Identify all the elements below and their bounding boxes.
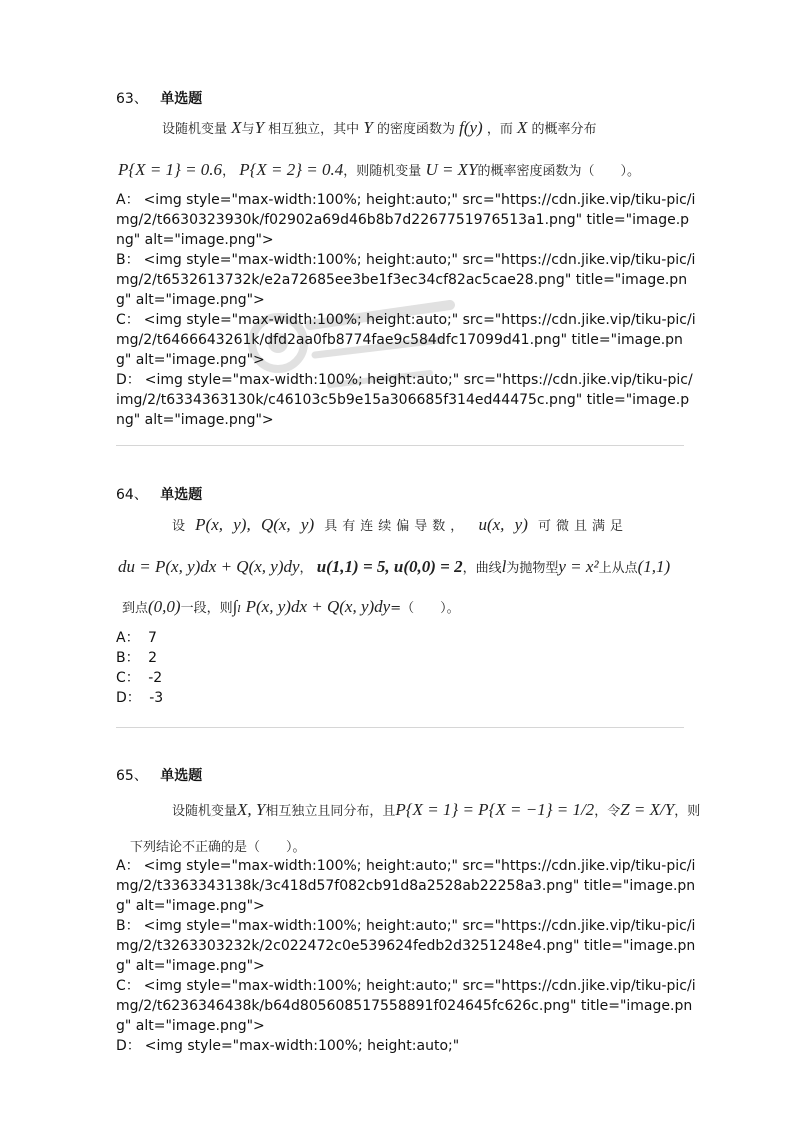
math-formula: u(1,1) = 5, u(0,0) = 2 [316,557,463,576]
option-label: C： [116,670,140,686]
question-number: 65、 [116,768,148,784]
option-label: C： [116,978,140,994]
option-text: <img style="max-width:100%; height:auto;" src="https://cdn.jike.vip/tiku-pic/img/2/t6532613732k/e2a72685ee3be1f3ec34cf82ac5cae28.png" title="image.png" alt="image.png"> [116,252,696,308]
math-formula: P{X = 2} = 0.4 [239,160,344,179]
stem-text: 设随机变量 [172,804,238,819]
math-formula: du = P(x, y)dx + Q(x, y)dy [118,557,300,576]
question-divider [116,727,684,728]
math-formula: P{X = 1} = 0.6 [118,160,223,179]
option-text: <img style="max-width:100%; height:auto;" [144,1038,460,1054]
question-type: 单选题 [160,91,203,107]
stem-text: ， [299,561,313,576]
math-formula: Y [254,118,265,137]
option-a[interactable] [116,856,696,916]
option-d[interactable] [116,688,696,708]
option-b[interactable] [116,250,696,310]
stem-text: ，而 [486,122,513,137]
option-text: -3 [149,690,164,706]
stem-text: 可微且满足 [538,519,629,534]
stem-text: 的概率密度函数为（ ）。 [477,164,641,179]
option-c[interactable] [116,310,696,370]
option-label: A： [116,858,140,874]
stem-text: 具有连续偏导数， [324,519,469,534]
stem-text: 的概率分布 [531,122,597,137]
option-text: -2 [148,670,163,686]
stem-text: 下列结论不正确的是（ ）。 [130,840,306,855]
option-label: B： [116,252,140,268]
option-label: A： [116,630,140,646]
math-formula: X [231,118,242,137]
math-formula: u(x, y) [478,515,528,534]
question-65-stem-line-2 [130,836,306,855]
option-label: B： [116,650,140,666]
question-type: 单选题 [160,487,203,503]
option-d[interactable] [116,1036,696,1056]
math-formula: P{X = 1} = P{X = −1} = 1/2 [395,800,595,819]
math-formula: U = XY [425,160,478,179]
question-64-stem-line-3 [122,597,460,617]
stem-text: =（ ）。 [390,601,460,616]
stem-text: ，则 [674,804,701,819]
stem-text: 的密度函数为 [376,122,455,137]
option-b[interactable] [116,916,696,976]
question-63-header [116,88,202,108]
option-text: <img style="max-width:100%; height:auto;" src="https://cdn.jike.vip/tiku-pic/img/2/t6466643261k/dfd2aa0fb8774fae9c584dfc17099d41.png" title="image.png" alt="image.png"> [116,312,696,368]
math-formula: l [501,557,507,576]
question-63-stem-line-1 [162,118,597,138]
stem-text: 设随机变量 [162,122,228,137]
math-formula: (1,1) [637,557,671,576]
option-a[interactable] [116,190,696,250]
math-formula: f(y) [459,118,483,137]
option-text: <img style="max-width:100%; height:auto;" src="https://cdn.jike.vip/tiku-pic/img/2/t3263303232k/2c022472c0e539624fedb2d3251248e4.png" title="image.png" alt="image.png"> [116,918,696,974]
stem-text: 设 [172,519,186,534]
question-64-stem-line-2 [118,557,670,577]
option-label: D： [116,1038,141,1054]
math-formula: (0,0) [148,597,181,616]
stem-text: 相互独立，其中 [268,122,360,137]
stem-text: 一段，则 [180,601,233,616]
option-label: C： [116,312,140,328]
option-text: 2 [148,650,157,666]
question-65-stem-line-1 [172,800,700,820]
stem-text: 为抛物型 [506,561,559,576]
math-formula: X [516,118,528,137]
math-formula: y = x² [558,557,599,576]
math-formula: X, Y [237,800,266,819]
option-text: <img style="max-width:100%; height:auto;" src="https://cdn.jike.vip/tiku-pic/img/2/t6236346438k/b64d805608517558891f024645fc626c.png" title="image.png" alt="image.png"> [116,978,696,1034]
stem-text: ，令 [594,804,621,819]
option-text: <img style="max-width:100%; height:auto;" src="https://cdn.jike.vip/tiku-pic/img/2/t6334363130k/c46103c5b9e15a306685f314ed44475c.png" title="image.png" alt="image.png"> [116,372,693,428]
stem-text: ，曲线 [462,561,502,576]
question-number: 64、 [116,487,148,503]
math-formula: Y [363,118,373,137]
stem-text: ， [222,164,236,179]
option-c[interactable] [116,976,696,1036]
question-number: 63、 [116,91,148,107]
math-formula: ∫ₗ P(x, y)dx + Q(x, y)dy [232,597,391,616]
stem-text: 上从点 [598,561,638,576]
question-65-header [116,765,202,785]
question-type: 单选题 [160,768,203,784]
option-label: D： [116,690,141,706]
stem-text: 与 [241,122,255,137]
question-64-header [116,484,202,504]
option-b[interactable] [116,648,696,668]
stem-text: ，则随机变量 [343,164,422,179]
option-text: 7 [148,630,157,646]
option-label: A： [116,192,140,208]
option-label: B： [116,918,140,934]
math-formula: Z = X/Y [620,800,675,819]
option-text: <img style="max-width:100%; height:auto;" src="https://cdn.jike.vip/tiku-pic/img/2/t3363343138k/3c418d57f082cb91d8a2528ab22258a3.png" title="image.png" alt="image.png"> [116,858,696,914]
option-d[interactable] [116,370,696,430]
math-formula: P(x, y), Q(x, y) [195,515,315,534]
option-label: D： [116,372,141,388]
option-a[interactable] [116,628,696,648]
question-63-stem-line-2 [118,160,640,180]
stem-text: 到点 [122,601,149,616]
question-64-stem-line-1 [172,515,628,535]
option-c[interactable] [116,668,696,688]
stem-text: 相互独立且同分布，且 [265,804,396,819]
question-divider [116,445,684,446]
option-text: <img style="max-width:100%; height:auto;" src="https://cdn.jike.vip/tiku-pic/img/2/t6630323930k/f02902a69d46b8b7d2267751976513a1.png" title="image.png" alt="image.png"> [116,192,696,248]
